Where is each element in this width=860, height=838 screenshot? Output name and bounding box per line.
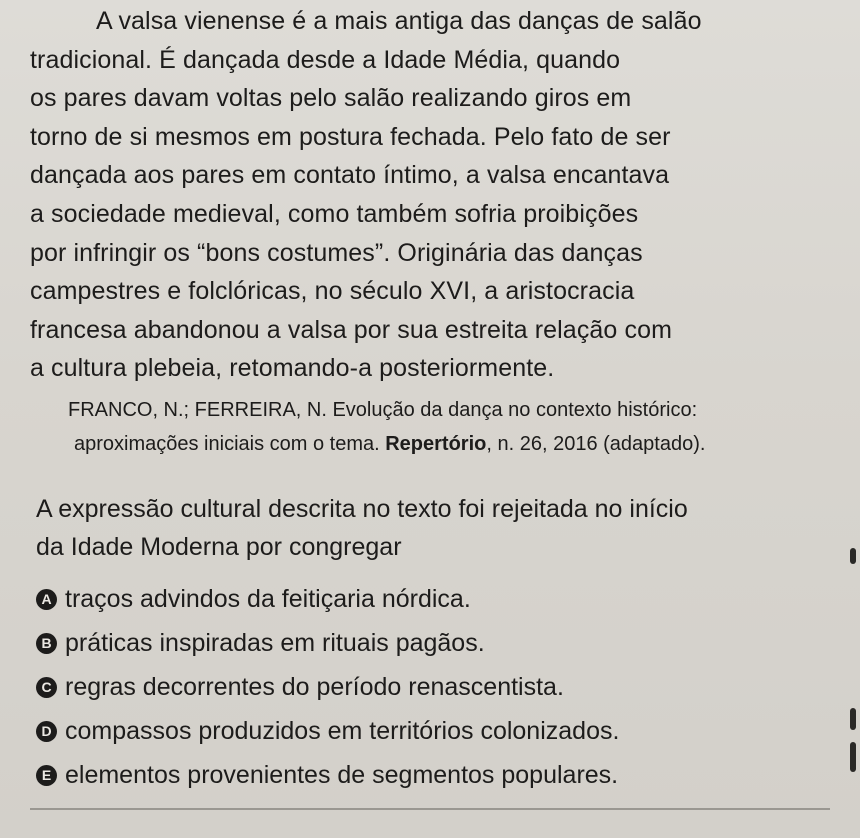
passage-line: a cultura plebeia, retomando-a posteriormente. (30, 354, 555, 383)
page-edge-mark (850, 548, 856, 564)
option-text: práticas inspiradas em rituais pagãos. (65, 628, 485, 657)
citation-line-2 (68, 427, 828, 461)
page-edge-mark (850, 708, 856, 730)
answer-options (36, 577, 836, 797)
option-letter-badge: B (36, 633, 57, 654)
question-stem (36, 490, 836, 566)
option-text: traços advindos da feitiçaria nórdica. (65, 584, 471, 613)
passage-line: tradicional. É dançada desde a Idade Média, quando (30, 45, 621, 74)
passage-line: dançada aos pares em contato íntimo, a valsa encantava (30, 161, 670, 190)
option-text: compassos produzidos em territórios colonizados. (65, 716, 620, 745)
option-text: regras decorrentes do período renascentista. (65, 672, 564, 701)
bottom-divider (30, 808, 830, 810)
citation-journal-name: Repertório (385, 433, 487, 455)
passage-line: os pares davam voltas pelo salão realizando giros em (30, 84, 632, 113)
citation-line-1: FRANCO, N.; FERREIRA, N. Evolução da dança no contexto histórico: (68, 399, 698, 421)
option-text: elementos provenientes de segmentos populares. (65, 760, 619, 789)
question-line-2: da Idade Moderna por congregar (36, 533, 402, 561)
citation-title-post: , n. 26, 2016 (adaptado). (486, 433, 706, 455)
passage-line: A valsa vienense é a mais antiga das danças de salão (96, 7, 702, 35)
option-letter-badge: D (36, 721, 57, 742)
option-b[interactable] (36, 621, 836, 665)
passage-line: campestres e folclóricas, no século XVI, a aristocracia (30, 277, 635, 306)
option-letter-badge: A (36, 589, 57, 610)
source-citation (68, 393, 828, 461)
option-c[interactable] (36, 665, 836, 709)
option-e[interactable] (36, 753, 836, 797)
page-edge-mark (850, 742, 856, 772)
option-a[interactable] (36, 577, 836, 621)
option-letter-badge: C (36, 677, 57, 698)
passage-line: por infringir os “bons costumes”. Originária das danças (30, 238, 643, 267)
passage-line: torno de si mesmos em postura fechada. Pelo fato de ser (30, 122, 671, 151)
reading-passage (30, 2, 830, 388)
question-line-1: A expressão cultural descrita no texto foi rejeitada no início (36, 495, 688, 523)
citation-title-pre: aproximações iniciais com o tema. (74, 433, 386, 455)
passage-line: francesa abandonou a valsa por sua estreita relação com (30, 315, 672, 344)
option-letter-badge: E (36, 765, 57, 786)
option-d[interactable] (36, 709, 836, 753)
passage-line: a sociedade medieval, como também sofria proibições (30, 199, 639, 228)
